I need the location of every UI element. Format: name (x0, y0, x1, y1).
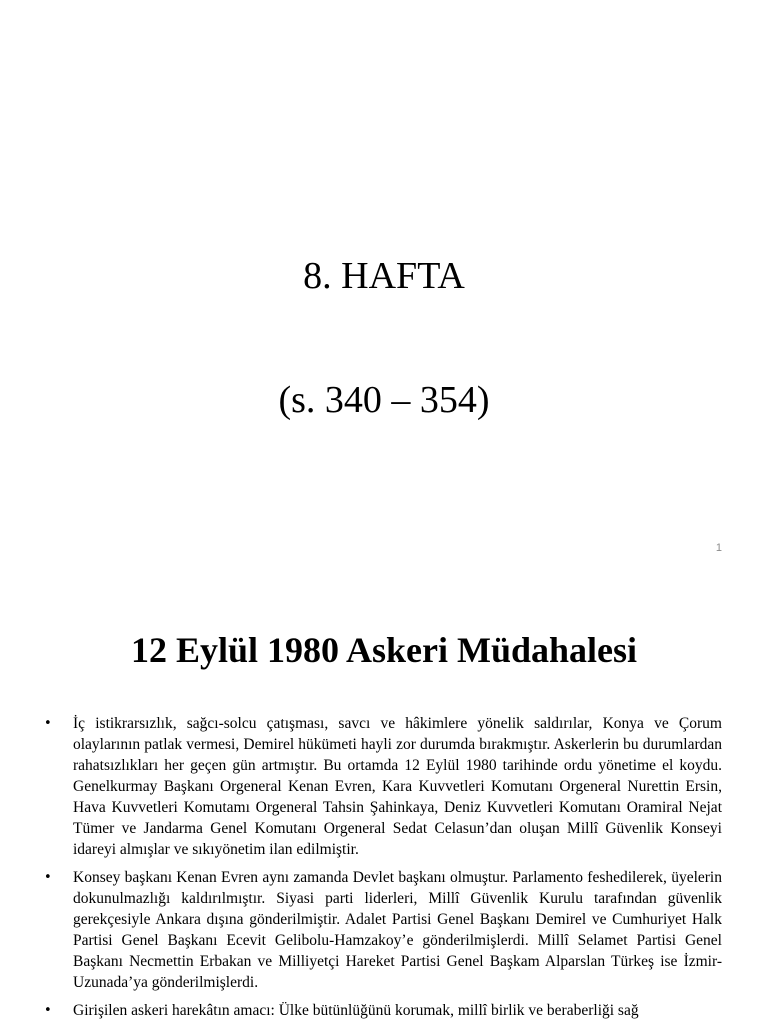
bullet-icon: • (44, 716, 52, 731)
bullet-icon: • (44, 870, 52, 885)
week-title: 8. HAFTA (303, 255, 465, 297)
bullet-text: İç istikrarsızlık, sağcı-solcu çatışması, savcı ve hâkimlere yönelik saldırılar, Konya ve Çorum olaylarının patlak vermesi, Demirel hükümeti hayli zor durumda bırakmıştır. Askerlerin bu durumlardan rahatsızlıkları her geçen gün artmıştır. Bu ortamda 12 Eylül 1980 tarihinde ordu yönetime el koydu. Genelkurmay Başkanı Orgeneral Kenan Evren, Kara Kuvvetleri Komutanı Orgeneral Nurettin Ersin, Hava Kuvvetleri Komutamı Orgeneral Tahsin Şahinkaya, Deniz Kuvvetleri Komutanı Oramiral Nejat Tümer ve Jandarma Genel Komutanı Orgeneral Sedat Celasun’dan oluşan Millî Güvenlik Konseyi idareyi almışlar ve sıkıyönetim ilan edilmiştir. (73, 715, 722, 858)
bullet-item (44, 713, 722, 860)
bullet-icon: • (44, 1003, 52, 1018)
bullet-text: Girişilen askeri harekâtın amacı: Ülke bütünlüğünü korumak, millî birlik ve beraberliği sağ (73, 1002, 639, 1019)
bullet-item (44, 1000, 722, 1021)
slide-number: 1 (715, 542, 722, 554)
bullet-item (44, 867, 722, 993)
slide-heading: 12 Eylül 1980 Askeri Müdahalesi (130, 630, 638, 670)
bullet-list (44, 713, 722, 1024)
bullet-text: Konsey başkanı Kenan Evren aynı zamanda Devlet başkanı olmuştur. Parlamento feshedilerek, üyelerin dokunulmazlığı kaldırılmıştır. Siyasi parti liderleri, Millî Güvenlik Kurulu tarafından güvenlik gerekçesiyle Ankara dışına gönderilmiştir. Adalet Partisi Genel Başkanı Demirel ve Cumhuriyet Halk Partisi Genel Başkanı Ecevit Gelibolu-Hamzakoy’e gönderilmişlerdi. Millî Selamet Partisi Genel Başkanı Necmettin Erbakan ve Milliyetçi Hareket Partisi Genel Başkam Alparslan Türkeş ise İzmir-Uzunada’ya gönderilmişlerdi. (73, 869, 722, 991)
slide-content (0, 576, 768, 1024)
page-range: (s. 340 – 354) (278, 379, 490, 421)
